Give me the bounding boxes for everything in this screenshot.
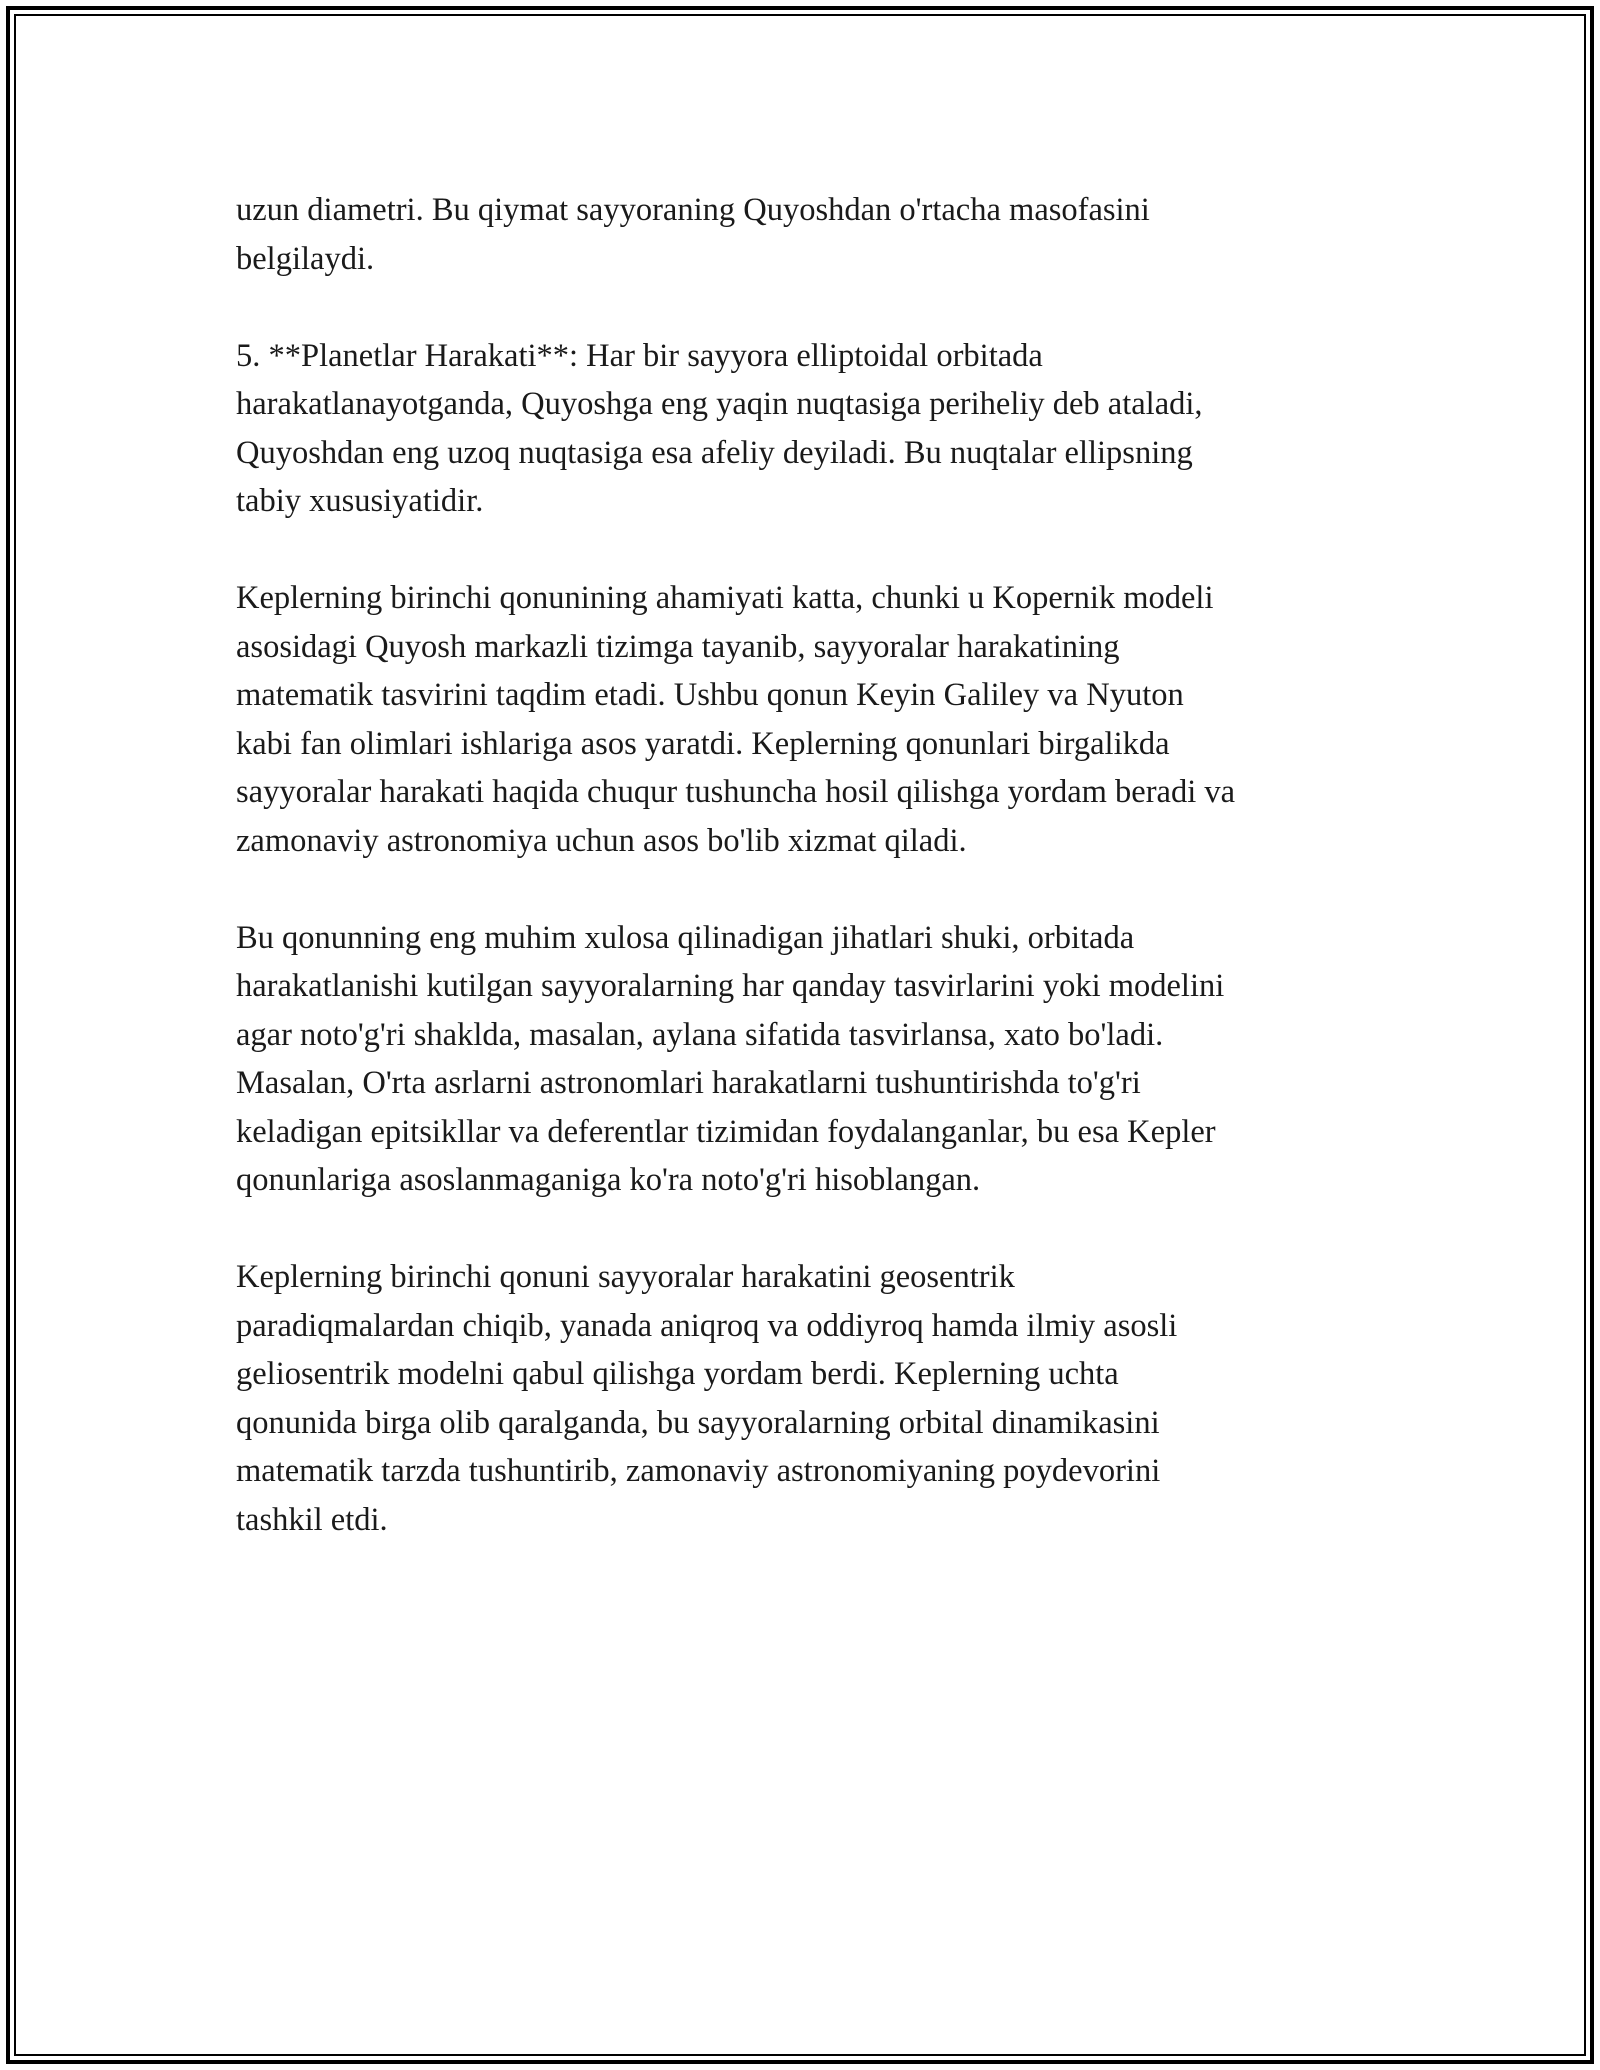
text-line: sayyoralar harakati haqida chuqur tushuncha hosil qilishga yordam beradi va	[236, 774, 1236, 810]
text-line: paradiqmalardan chiqib, yanada aniqroq va oddiyroq hamda ilmiy asosli	[236, 1307, 1178, 1344]
paragraph-5	[236, 1253, 1376, 1544]
text-line: kabi fan olimlari ishlariga asos yaratdi. Keplerning qonunlari birgalikda	[236, 725, 1170, 762]
text-line: matematik tarzda tushuntirib, zamonaviy astronomiyaning poydevorini	[236, 1453, 1161, 1489]
text-line: matematik tasvirini taqdim etadi. Ushbu qonun Keyin Galiley va Nyuton	[236, 677, 1184, 713]
paragraph-2	[236, 332, 1376, 526]
text-line: tashkil etdi.	[236, 1501, 388, 1538]
text-line: Bu qonunning eng muhim xulosa qilinadigan jihatlari shuki, orbitada	[236, 919, 1135, 956]
document-body	[236, 186, 1376, 1544]
text-line: Masalan, O'rta asrlarni astronomlari harakatlarni tushuntirishda to'g'ri	[236, 1065, 1141, 1101]
paragraph-3	[236, 574, 1376, 865]
text-line: harakatlanayotganda, Quyoshga eng yaqin nuqtasiga periheliy deb ataladi,	[236, 386, 1203, 422]
text-line: qonunlariga asoslanmaganiga ko'ra noto'g'ri hisoblangan.	[236, 1162, 981, 1198]
text-line: Keplerning birinchi qonunining ahamiyati katta, chunki u Kopernik modeli	[236, 580, 1214, 616]
text-line: 5. **Planetlar Harakati**: Har bir sayyora elliptoidal orbitada	[236, 337, 1043, 374]
paragraph-1	[236, 186, 1376, 283]
text-line: keladigan epitsikllar va deferentlar tizimidan foydalanganlar, bu esa Kepler	[236, 1113, 1216, 1150]
text-line: uzun diametri. Bu qiymat sayyoraning Quyoshdan o'rtacha masofasini	[236, 192, 1150, 228]
text-line: Quyoshdan eng uzoq nuqtasiga esa afeliy deyiladi. Bu nuqtalar ellipsning	[236, 434, 1193, 471]
text-line: asosidagi Quyosh markazli tizimga tayanib, sayyoralar harakatining	[236, 628, 1120, 665]
text-line: tabiy xususiyatidir.	[236, 483, 484, 519]
text-line: qonunida birga olib qaralganda, bu sayyoralarning orbital dinamikasini	[236, 1404, 1160, 1441]
text-line: belgilaydi.	[236, 240, 375, 277]
text-line: geliosentrik modelni qabul qilishga yordam berdi. Keplerning uchta	[236, 1356, 1119, 1392]
paragraph-4	[236, 914, 1376, 1205]
text-line: Keplerning birinchi qonuni sayyoralar harakatini geosentrik	[236, 1259, 1015, 1295]
text-line: harakatlanishi kutilgan sayyoralarning har qanday tasvirlarini yoki modelini	[236, 968, 1225, 1004]
text-line: zamonaviy astronomiya uchun asos bo'lib xizmat qiladi.	[236, 822, 967, 859]
text-line: agar noto'g'ri shaklda, masalan, aylana sifatida tasvirlansa, xato bo'ladi.	[236, 1016, 1164, 1053]
